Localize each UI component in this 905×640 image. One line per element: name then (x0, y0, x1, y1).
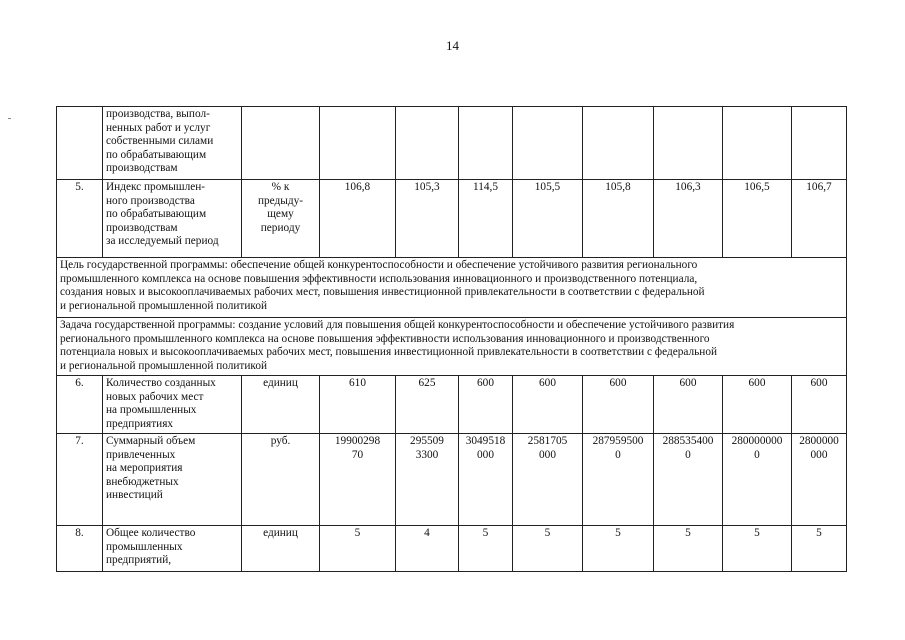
value-cell: 600 (654, 376, 723, 434)
value-cell: 5 (723, 526, 792, 572)
value-cell: 3049518 000 (459, 434, 513, 526)
value-cell: 105,3 (396, 180, 459, 258)
indicator-name: Количество созданных новых рабочих мест на промышленных предприятиях (103, 376, 242, 434)
row-number: 5. (57, 180, 103, 258)
table-row (57, 526, 847, 572)
table-row (57, 434, 847, 526)
value-cell: 288535400 0 (654, 434, 723, 526)
indicators-table (56, 106, 847, 572)
value-cell: 600 (513, 376, 583, 434)
row-number (57, 107, 103, 180)
unit-cell: единиц (242, 526, 320, 572)
program-task: Задача государственной программы: создание условий для повышения общей конкурентоспособности и обеспечение устойчивого развития регионального промышленного комплекса на основе повышения эффективности использования инновационного и производственного потенциала новых и высокооплачиваемых рабочих мест, повышения инвестиционной привлекательности в соответствии с федеральной и региональной промышленной политикой (57, 318, 847, 376)
program-goal: Цель государственной программы: обеспечение общей конкурентоспособности и обеспечение устойчивого развития регионального промышленного комплекса на основе повышения эффективности использования инновационного и производственного потенциала, создания новых и высокооплачиваемых рабочих мест, повышения инвестиционной привлекательности в соответствии с федеральной и региональной промышленной политикой (57, 258, 847, 318)
indicator-name: Суммарный объем привлеченных на мероприятия внебюджетных инвестиций (103, 434, 242, 526)
row-number: 7. (57, 434, 103, 526)
page-number: 14 (446, 38, 459, 53)
value-cell: 610 (320, 376, 396, 434)
value-cell (654, 107, 723, 180)
value-cell (459, 107, 513, 180)
value-cell: 625 (396, 376, 459, 434)
value-cell (396, 107, 459, 180)
value-cell: 105,8 (583, 180, 654, 258)
unit-cell: руб. (242, 434, 320, 526)
unit-cell: % к предыду- щему периоду (242, 180, 320, 258)
value-cell: 5 (792, 526, 847, 572)
value-cell: 2581705 000 (513, 434, 583, 526)
value-cell: 114,5 (459, 180, 513, 258)
value-cell: 600 (583, 376, 654, 434)
row-number: 8. (57, 526, 103, 572)
value-cell: 4 (396, 526, 459, 572)
value-cell: 5 (320, 526, 396, 572)
table-row (57, 376, 847, 434)
value-cell: 5 (654, 526, 723, 572)
value-cell: 105,5 (513, 180, 583, 258)
row-number: 6. (57, 376, 103, 434)
value-cell (320, 107, 396, 180)
indicator-name: Индекс промышлен- ного производства по обрабатывающим производствам за исследуемый период (103, 180, 242, 258)
value-cell: 280000000 0 (723, 434, 792, 526)
value-cell (513, 107, 583, 180)
section-row (57, 258, 847, 318)
unit-cell (242, 107, 320, 180)
value-cell: 600 (723, 376, 792, 434)
value-cell: 295509 3300 (396, 434, 459, 526)
section-row (57, 318, 847, 376)
margin-mark (8, 118, 11, 119)
value-cell: 5 (513, 526, 583, 572)
value-cell: 287959500 0 (583, 434, 654, 526)
value-cell: 600 (459, 376, 513, 434)
value-cell: 106,5 (723, 180, 792, 258)
unit-cell: единиц (242, 376, 320, 434)
value-cell: 600 (792, 376, 847, 434)
indicator-name: производства, выпол- ненных работ и услуг собственными силами по обрабатывающим производствам (103, 107, 242, 180)
value-cell: 19900298 70 (320, 434, 396, 526)
value-cell (792, 107, 847, 180)
value-cell: 5 (583, 526, 654, 572)
value-cell: 106,8 (320, 180, 396, 258)
value-cell (583, 107, 654, 180)
table-row (57, 107, 847, 180)
value-cell: 106,7 (792, 180, 847, 258)
table-row (57, 180, 847, 258)
value-cell: 2800000 000 (792, 434, 847, 526)
value-cell: 5 (459, 526, 513, 572)
value-cell: 106,3 (654, 180, 723, 258)
indicator-name: Общее количество промышленных предприятий, (103, 526, 242, 572)
value-cell (723, 107, 792, 180)
